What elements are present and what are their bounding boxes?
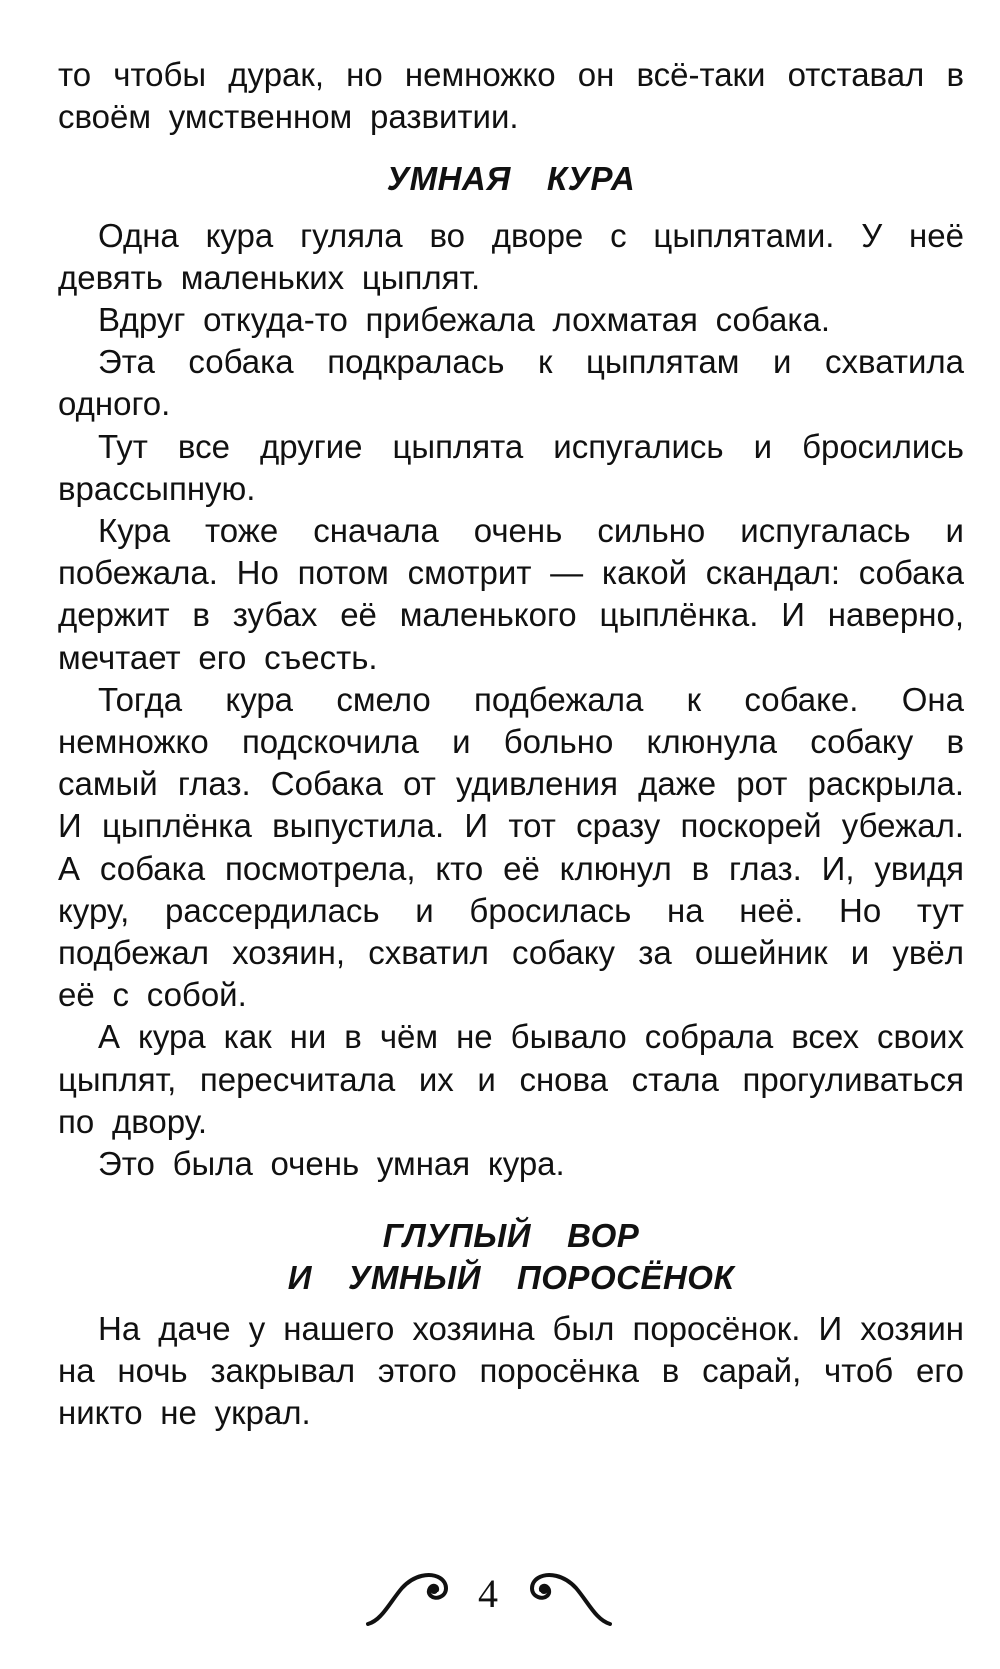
swirl-ornament-right-icon [508,1568,618,1628]
paragraph: На даче у нашего хозяина был поросёнок. И хозяин на ночь закрывал этого поросёнка в сарай, чтоб его никто не украл. [58,1309,964,1432]
swirl-ornament-left-icon [360,1568,470,1628]
paragraph: Тогда кура смело подбежала к собаке. Она немножко подскочила и больно клюнула собаку в самый глаз. Собака от удивления даже рот раскрыла. И цыплёнка выпустила. И тот сразу поскорей убежал. А собака посмотрела, кто её клюнул в глаз. И, увидя куру, рассердилась и бросилась на неё. Но тут подбежал хозяин, схватил собаку за ошейник и увёл её с собой. [58,680,964,1014]
page-number: 4 [478,1571,498,1616]
paragraph: Кура тоже сначала очень сильно испугалась и побежала. Но потом смотрит — какой скандал: собака держит в зубах её маленького цыплёнка. И наверно, мечтает его съесть. [58,512,964,676]
paragraph: Одна кура гуляла во дворе с цыплятами. У неё девять маленьких цыплят. [58,216,964,296]
story-title-smart-hen: УМНАЯ КУРА [386,160,636,198]
story-title-thief-piglet [58,1215,964,1299]
page-text [58,54,964,1434]
paragraph: Вдруг откуда-то прибежала лохматая собака. [98,301,831,339]
page-footer [0,1568,1000,1628]
paragraph-continued: то чтобы дурак, но немножко он всё-таки отставал в своём умственном развитии. [58,56,964,136]
paragraph: Эта собака подкралась к цыплятам и схватила одного. [58,343,964,423]
story-title-line: И УМНЫЙ ПОРОСЁНОК [287,1259,735,1297]
story-title-line: ГЛУПЫЙ ВОР [382,1217,640,1255]
paragraph: Это была очень умная кура. [98,1145,565,1183]
paragraph: А кура как ни в чём не бывало собрала всех своих цыплят, пересчитала их и снова стала прогуливаться по двору. [58,1018,964,1140]
paragraph: Тут все другие цыплята испугались и бросились врассыпную. [58,427,964,507]
